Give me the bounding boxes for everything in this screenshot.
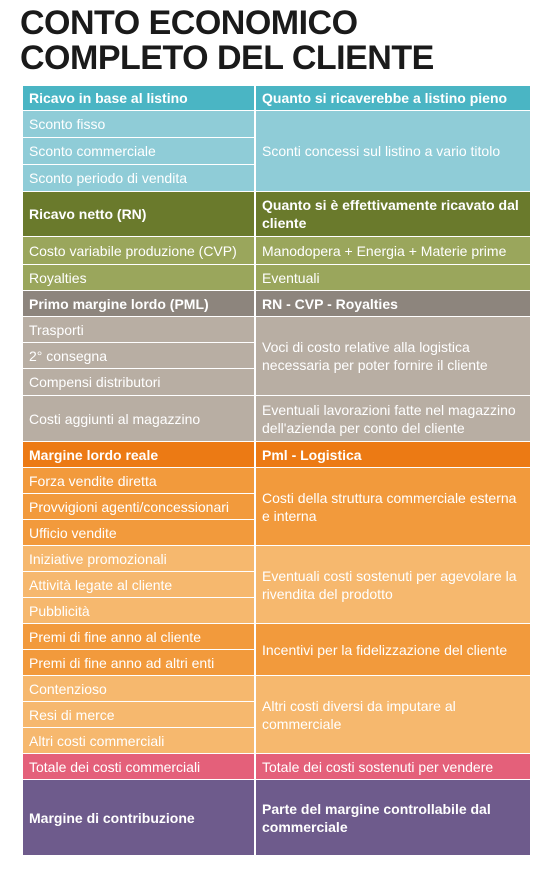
table-row (23, 676, 531, 702)
title-line-2: COMPLETO DEL CLIENTE (20, 39, 434, 77)
income-statement-table (22, 85, 531, 856)
table-row (23, 624, 531, 650)
table-row (23, 237, 531, 265)
table-row (23, 265, 531, 291)
row-desc-logistica: Voci di costo relative alla logistica necessaria per poter fornire il cliente (255, 317, 531, 396)
table-row (23, 291, 531, 317)
title-line-1: CONTO ECONOMICO (20, 4, 358, 42)
row-label-contenzioso: Contenzioso (23, 676, 256, 702)
row-label-ufficio-vendite: Ufficio vendite (23, 520, 256, 546)
table-row (23, 396, 531, 442)
table-row (23, 754, 531, 780)
row-label-pubblicita: Pubblicità (23, 598, 256, 624)
row-label-premi-cliente: Premi di fine anno al cliente (23, 624, 256, 650)
row-desc-margine-contribuzione: Parte del margine controllabile dal commerciale (255, 780, 531, 856)
row-label-seconda-consegna: 2° consegna (23, 343, 256, 369)
row-desc-royalties: Eventuali (255, 265, 531, 291)
row-label-premi-altri-enti: Premi di fine anno ad altri enti (23, 650, 256, 676)
row-desc-pml: RN - CVP - Royalties (255, 291, 531, 317)
row-desc-ricavo-listino: Quanto si ricaverebbe a listino pieno (255, 86, 531, 111)
row-label-cvp: Costo variabile produzione (CVP) (23, 237, 256, 265)
row-desc-sconti: Sconti concessi sul listino a vario titolo (255, 111, 531, 192)
row-label-altri-costi-commerciali: Altri costi commerciali (23, 728, 256, 754)
table-row (23, 317, 531, 343)
row-label-iniziative-promozionali: Iniziative promozionali (23, 546, 256, 572)
row-label-ricavo-netto: Ricavo netto (RN) (23, 192, 256, 237)
row-desc-totale-costi: Totale dei costi sostenuti per vendere (255, 754, 531, 780)
row-label-sconto-fisso: Sconto fisso (23, 111, 256, 138)
row-label-attivita-cliente: Attività legate al cliente (23, 572, 256, 598)
row-label-margine-contribuzione: Margine di contribuzione (23, 780, 256, 856)
row-label-trasporti: Trasporti (23, 317, 256, 343)
row-label-pml: Primo margine lordo (PML) (23, 291, 256, 317)
row-desc-rivendita: Eventuali costi sostenuti per agevolare la rivendita del prodotto (255, 546, 531, 624)
row-desc-margine-lordo-reale: Pml - Logistica (255, 442, 531, 468)
row-label-sconto-periodo: Sconto periodo di vendita (23, 165, 256, 192)
row-label-forza-vendite: Forza vendite diretta (23, 468, 256, 494)
row-label-costi-magazzino: Costi aggiunti al magazzino (23, 396, 256, 442)
row-label-royalties: Royalties (23, 265, 256, 291)
table-row (23, 546, 531, 572)
row-label-totale-costi: Totale dei costi commerciali (23, 754, 256, 780)
row-desc-fidelizzazione: Incentivi per la fidelizzazione del cliente (255, 624, 531, 676)
row-desc-struttura-commerciale: Costi della struttura commerciale esterna e interna (255, 468, 531, 546)
row-label-provvigioni: Provvigioni agenti/concessionari (23, 494, 256, 520)
row-label-margine-lordo-reale: Margine lordo reale (23, 442, 256, 468)
table-row (23, 468, 531, 494)
row-desc-ricavo-netto: Quanto si è effettivamente ricavato dal cliente (255, 192, 531, 237)
page-title (20, 6, 434, 76)
table-row (23, 442, 531, 468)
row-desc-altri-costi: Altri costi diversi da imputare al commerciale (255, 676, 531, 754)
table-row (23, 192, 531, 237)
row-label-resi-merce: Resi di merce (23, 702, 256, 728)
table-row (23, 86, 531, 111)
row-label-sconto-commerciale: Sconto commerciale (23, 138, 256, 165)
row-label-compensi-distributori: Compensi distributori (23, 369, 256, 396)
row-desc-costi-magazzino: Eventuali lavorazioni fatte nel magazzino dell'azienda per conto del cliente (255, 396, 531, 442)
table-row (23, 780, 531, 856)
row-desc-cvp: Manodopera + Energia + Materie prime (255, 237, 531, 265)
row-label-ricavo-listino: Ricavo in base al listino (23, 86, 256, 111)
table-row (23, 111, 531, 138)
